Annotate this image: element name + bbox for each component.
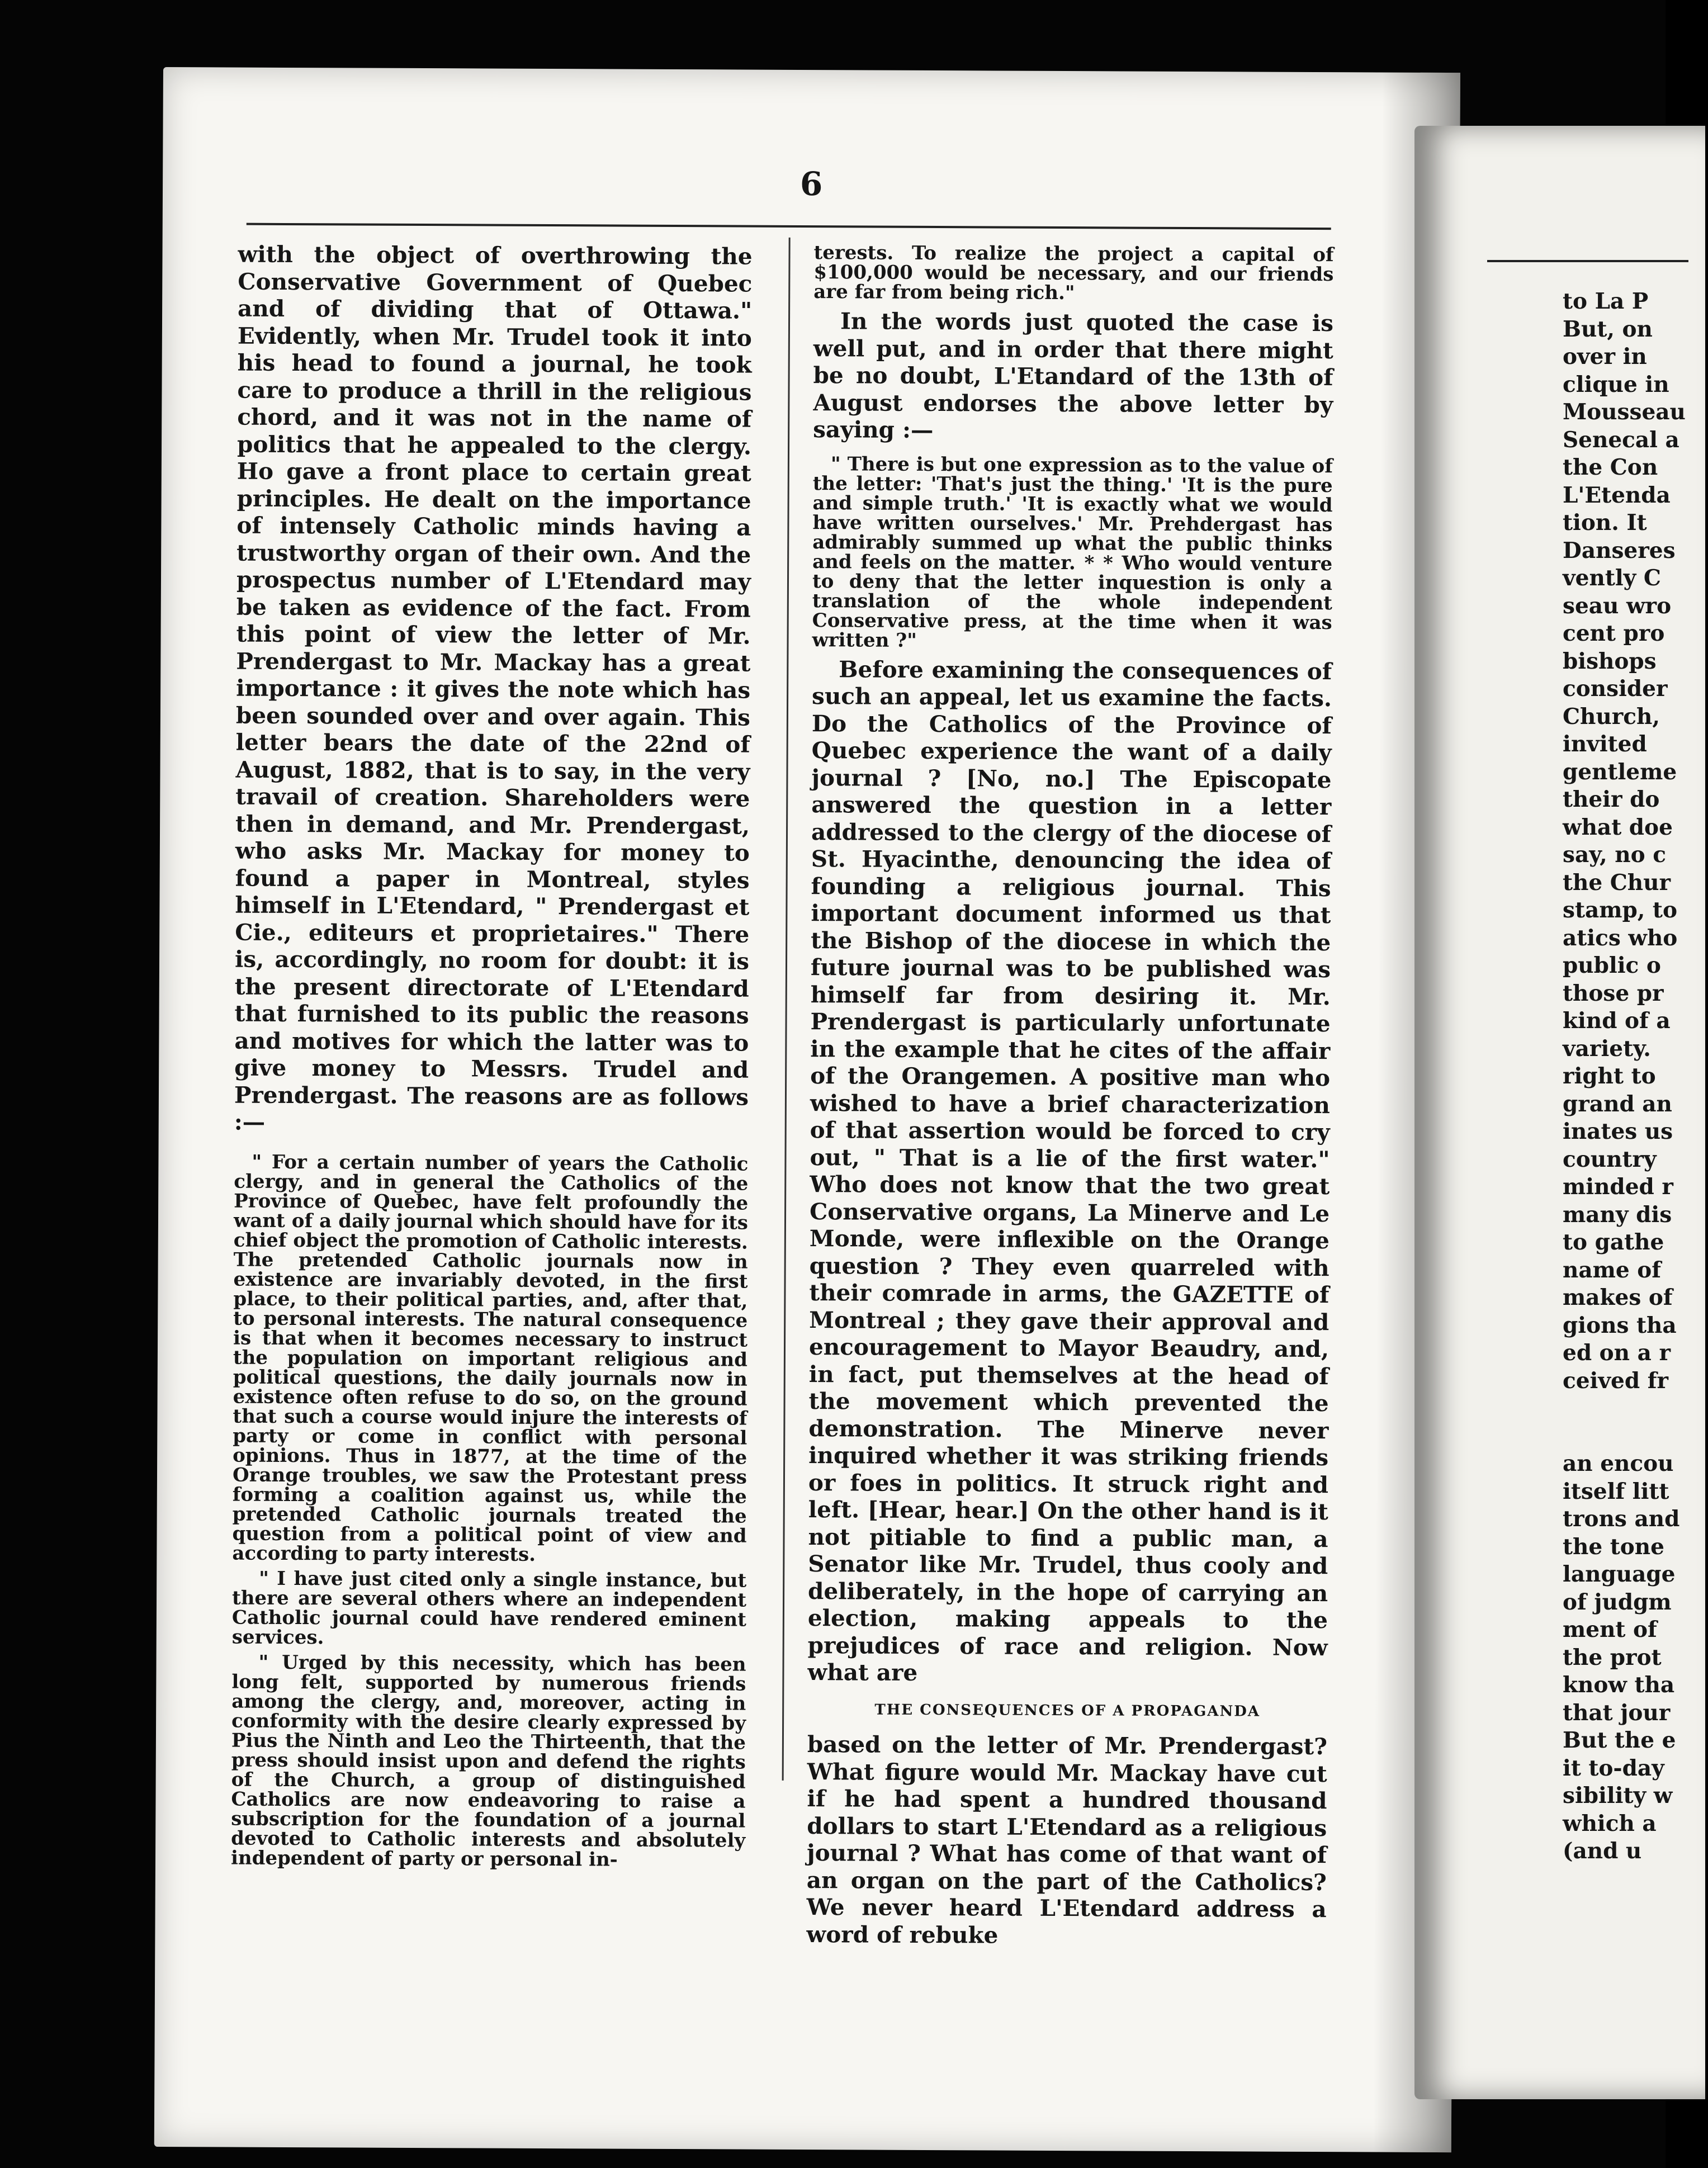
facing-page-line: Danseres bbox=[1563, 537, 1676, 564]
facing-page-line: what doe bbox=[1563, 814, 1673, 840]
facing-page-line: country bbox=[1563, 1146, 1657, 1172]
facing-page-line: makes of bbox=[1563, 1285, 1673, 1310]
facing-page-text bbox=[1563, 288, 1708, 1866]
facing-page-line: variety. bbox=[1563, 1035, 1651, 1062]
page-number: 6 bbox=[799, 164, 823, 203]
facing-page-line: gentleme bbox=[1563, 759, 1677, 785]
column-divider bbox=[782, 238, 791, 1781]
facing-page-line: it to-day bbox=[1563, 1755, 1664, 1781]
facing-page-line: But the e bbox=[1563, 1727, 1676, 1753]
facing-page-line: which a bbox=[1563, 1810, 1657, 1836]
quote-paragraph: terests. To realize the project a capital of $100,000 would be necessary, and our friends are far from being rich." bbox=[813, 242, 1334, 305]
facing-page-line: grand an bbox=[1563, 1091, 1672, 1117]
facing-page-line: inates us bbox=[1563, 1119, 1673, 1144]
facing-page-line: to gathe bbox=[1563, 1229, 1664, 1255]
left-column-paragraph: with the object of overthrowing the Conservative Government of Quebec and of dividing that of Ottawa." Evidently, when Mr. Trudel took it into his head to found a journal, he took care to produce a thrill in the religious chord, and it was not in the name of politics that he appealed to the clergy. Ho gave a front place to certain great principles. He dealt on the importance of intensely Catholic minds having a trustworthy organ of their own. And the prospectus number of L'Etendard may be taken as evidence of the fact. From this point of view the letter of Mr. Prendergast to Mr. Mackay has a great importance : it gives the note which has been sounded over and over again. This letter bears the date of the 22nd of August, 1882, that is to say, in the very travail of creation. Shareholders were then in demand, and Mr. Prendergast, who asks Mr. Mackay for money to found a paper in Montreal, styles himself in L'Etendard, " Prendergast et Cie., editeurs et proprietaires." There is, accordingly, no room for doubt: it is the present directorate of L'Etendard that furnished to its public the reasons and motives for which the latter was to give money to Messrs. Trudel and Prendergast. The reasons are as follows :— bbox=[234, 240, 753, 1135]
facing-page-line: Mousseau bbox=[1563, 399, 1686, 425]
section-subheading: THE CONSEQUENCES OF A PROPAGANDA bbox=[874, 1701, 1261, 1720]
facing-page-line: that jour bbox=[1563, 1700, 1671, 1726]
facing-page-line: say, no c bbox=[1563, 842, 1667, 868]
facing-page-line: know tha bbox=[1563, 1672, 1675, 1698]
facing-page-line: bishops bbox=[1563, 648, 1657, 674]
etendard-quote bbox=[812, 452, 1333, 652]
facing-page-line: atics who bbox=[1563, 925, 1678, 951]
facing-page-line: of judgm bbox=[1563, 1589, 1672, 1615]
facing-page-line: those pr bbox=[1563, 980, 1664, 1006]
facing-page-line: an encou bbox=[1563, 1451, 1674, 1476]
facing-page-line: ceived fr bbox=[1563, 1367, 1669, 1394]
facing-page-line: Senecal a bbox=[1563, 427, 1679, 453]
left-page bbox=[154, 67, 1460, 2152]
facing-page-line: invited bbox=[1563, 731, 1647, 757]
facing-page-line: itself litt bbox=[1563, 1478, 1669, 1504]
article-paragraph: In the words just quoted the case is well put, and in order that there might be no doubt, L'Etandard of the 13th of August endorses the above letter by saying :— bbox=[813, 307, 1334, 444]
facing-page-line: trons and bbox=[1563, 1506, 1680, 1532]
facing-page-line: minded r bbox=[1563, 1174, 1673, 1200]
article-paragraph: based on the letter of Mr. Prendergast? What figure would Mr. Mackay have cut if he had spent a hundred thousand dollars to start L'Etendard as a religious journal ? What has come of that want of an organ on the part of the Catholics? We never heard L'Etendard address a word of rebuke bbox=[806, 1731, 1328, 1949]
facing-page-line: tion. It bbox=[1563, 510, 1647, 536]
facing-page-line: over in bbox=[1563, 344, 1647, 370]
facing-page-line: ment of bbox=[1563, 1617, 1657, 1642]
quote-paragraph: " For a certain number of years the Catholic clergy, and in general the Catholics of the Province of Quebec, have felt profoundly the want of a daily journal which should have for its chief object the promotion of Catholic interests. The pretended Catholic journals now in existence are invariably devoted, in the first place, to their political parties, and, after that, to personal interests. The natural consequence is that when it becomes necessary to instruct the population on important religious and political questions, the daily journals now in existence often refuse to do so, on the ground that such a course would injure the interests of party or come in conflict with personal opinions. Thus in 1877, at the time of the Orange troubles, we saw the Protestant press forming a coalition against us, while the pretended Catholic journals treated the question from a political point of view and according to party interests. bbox=[232, 1151, 749, 1566]
quote-continuation bbox=[813, 243, 1333, 304]
facing-page-line: right to bbox=[1563, 1063, 1656, 1089]
facing-page-line: gions tha bbox=[1563, 1312, 1677, 1338]
facing-page-line bbox=[1563, 1395, 1708, 1423]
facing-page-line: language bbox=[1563, 1561, 1676, 1587]
facing-page-line: seau wro bbox=[1563, 593, 1672, 619]
facing-page-line: L'Etenda bbox=[1563, 482, 1671, 508]
facing-page-line: Church, bbox=[1563, 703, 1660, 730]
facing-page-line: clique in bbox=[1563, 371, 1669, 397]
facing-page-line bbox=[1563, 1423, 1708, 1451]
facing-page-line: the Chur bbox=[1563, 869, 1671, 896]
facing-page-line: the prot bbox=[1563, 1644, 1662, 1670]
facing-page-line: sibility w bbox=[1563, 1783, 1673, 1809]
header-rule bbox=[247, 223, 1331, 230]
facing-page-line: the Con bbox=[1563, 455, 1658, 480]
article-paragraph: Before examining the consequences of such an appeal, let us examine the facts. Do the Catholics of the Province of Quebec experience the want of a daily journal ? [No, no.] The Episcopate answered the question in a letter addressed to the clergy of the diocese of St. Hyacinthe, denouncing the idea of founding a religious journal. This important document informed us that the Bishop of the diocese in which the future journal was to be published was himself far from desiring it. Mr. Prendergast is particularly unfortunate in the example that he cites of the affair of the Orangemen. A positive man who wished to have a brief characterization of that assertion would be forced to cry out, " That is a lie of the first water." Who does not know that the two great Conservative organs, La Minerve and Le Monde, were inflexible on the Orange question ? They even quarreled with their comrade in arms, the GAZETTE of Montreal ; they gave their approval and encouragement to Mayor Beaudry, and, in fact, put themselves at the head of the movement which prevented the demonstration. The Minerve never inquired whether it was striking friends or foes in politics. It struck right and left. [Hear, hear.] On the other hand is it not pitiable to find a public man, a Senator like Mr. Trudel, thus cooly and deliberately, in the hope of carrying an election, making appeals to the prejudices of race and religion. Now what are bbox=[807, 655, 1332, 1686]
facing-header-rule bbox=[1487, 260, 1688, 262]
facing-page-line: many dis bbox=[1563, 1201, 1672, 1228]
facing-page-line: public o bbox=[1563, 953, 1661, 978]
quote-paragraph: " I have just cited only a single instance, but there are several others where an independent Catholic journal could have rendered eminent services. bbox=[231, 1567, 747, 1649]
facing-page-line: stamp, to bbox=[1563, 897, 1677, 923]
right-column bbox=[806, 243, 1333, 1950]
facing-page-line: (and u bbox=[1563, 1838, 1642, 1864]
facing-page-line: consider bbox=[1563, 676, 1668, 702]
facing-page-line: cent pro bbox=[1563, 621, 1665, 646]
facing-page-line: name of bbox=[1563, 1257, 1662, 1283]
facing-page-line: kind of a bbox=[1563, 1008, 1671, 1034]
quote-paragraph: " There is but one expression as to the value of the letter: 'That's just the thing.' 'It is the pure and simple truth.' 'It is exactly what we would have written ourselves.' Mr. Prehdergast has admirably summed up what the public thinks and feels on the matter. * * Who would venture to deny that the letter inquestion is only a translation of the whole independent Conservative press, at the time when it was written ?" bbox=[812, 452, 1333, 652]
facing-page-line: But, on bbox=[1563, 316, 1653, 342]
facing-page-line: their do bbox=[1563, 787, 1660, 812]
facing-page-line: ed on a r bbox=[1563, 1340, 1671, 1366]
quote-paragraph: " Urged by this necessity, which has been long felt, supported by numerous friends among the clergy, and, moreover, acting in conformity with the desire clearly expressed by Pius the Ninth and Leo the Thirteenth, that the press should insist upon and defend the rights of the Church, a group of distinguished Catholics are now endeavoring to raise a subscription for the foundation of a journal devoted to Catholic interests and absolutely independent of party or personal in- bbox=[230, 1651, 746, 1871]
prendergast-letter-quote bbox=[231, 1152, 749, 1870]
facing-page bbox=[1414, 126, 1705, 2099]
facing-page-line: the tone bbox=[1563, 1533, 1664, 1560]
left-column bbox=[231, 241, 753, 1876]
facing-page-line: vently C bbox=[1563, 565, 1661, 591]
facing-page-line: to La P bbox=[1563, 288, 1649, 314]
